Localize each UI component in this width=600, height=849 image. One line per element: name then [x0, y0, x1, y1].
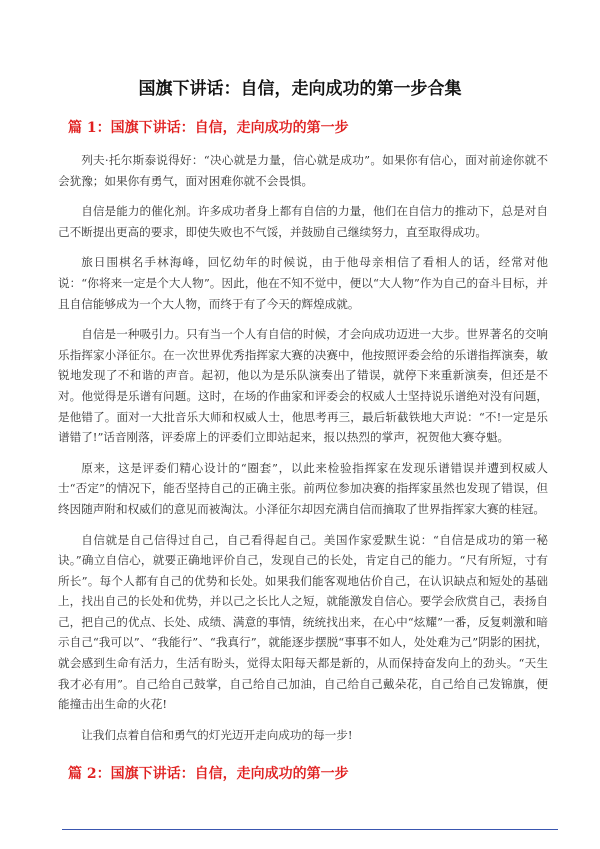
paragraph-3: 旅日围棋名手林海峰，回忆幼年的时候说，由于他母亲相信了看相人的话，经常对他说：“你将来一定是个大人物”。因此，他在不知不觉中，便以“大人物”作为自己的奋斗目标，并且自信能够成为一个大人物，而终于有了今天的辉煌成就。: [58, 255, 548, 311]
paragraph-2: 自信是能力的催化剂。许多成功者身上都有自信的力量，他们在自信力的推动下，总是对自己不断提出更高的要求，即使失败也不气馁，并鼓励自己继续努力，直至取得成功。: [58, 204, 548, 239]
article-body: [58, 150, 548, 745]
paragraph-7: 让我们点着自信和勇气的灯光迈开走向成功的每一步!: [81, 727, 353, 742]
section-heading-2: 篇 2：国旗下讲话：自信，走向成功的第一步: [68, 766, 349, 782]
paragraph-4: 自信是一种吸引力。只有当一个人有自信的时候，才会向成功迈进一大步。世界著名的交响乐指挥家小泽征尔。在一次世界优秀指挥家大赛的决赛中，他按照评委会给的乐谱指挥演奏，敏锐地发现了不和谐的声音。起初，他以为是乐队演奏出了错误，就停下来重新演奏，但还是不对。他觉得是乐谱有问题。这时，在场的作曲家和评委会的权威人士坚持说乐谱绝对没有问题，是他错了。面对一大批音乐大师和权威人士，他思考再三，最后斩截铁地大声说：“不!一定是乐谱错了!”话音刚落，评委席上的评委们立即站起来，报以热烈的掌声，祝贺他大赛夺魁。: [58, 327, 548, 445]
section-heading-1: 篇 1：国旗下讲话：自信，走向成功的第一步: [68, 120, 349, 136]
page-title: 国旗下讲话：自信，走向成功的第一步合集: [138, 79, 462, 99]
paragraph-6: 自信就是自己信得过自己，自己看得起自己。美国作家爱默生说：“自信是成功的第一秘诀。”确立自信心，就要正确地评价自己，发现自己的长处，肯定自己的能力。“尺有所短，寸有所长”。每个人都有自己的优势和长处。如果我们能客观地估价自己，在认识缺点和短处的基础上，找出自己的长处和优势，并以己之长比人之短，就能激发自信心。要学会欣赏自己，表扬自己，把自己的优点、长处、成绩、满意的事情，统统找出来，在心中“炫耀”一番，反复刺激和暗示自己“我可以”、“我能行”、“我真行”，就能逐步摆脱“事事不如人，处处难为己”阴影的困扰，就会感到生命有活力，生活有盼头，觉得太阳每天都是新的，从而保持奋发向上的劲头。“天生我才必有用”。自己给自己鼓掌，自己给自己加油，自己给自己戴朵花，自己给自己发锦旗，便能撞击出生命的火花!: [58, 532, 548, 712]
paragraph-1: 列夫·托尔斯泰说得好：“决心就是力量，信心就是成功”。如果你有信心，面对前途你就不会犹豫；如果你有勇气，面对困难你就不会畏惧。: [58, 153, 548, 188]
paragraph-5: 原来，这是评委们精心设计的“圈套”，以此来检验指挥家在发现乐谱错误并遭到权威人士“否定”的情况下，能否坚持自己的正确主张。前两位参加决赛的指挥家虽然也发现了错误，但终因随声附和权威们的意见而被淘汰。小泽征尔却因充满自信而摘取了世界指挥家大赛的桂冠。: [58, 460, 548, 516]
footer-divider: [62, 829, 558, 830]
